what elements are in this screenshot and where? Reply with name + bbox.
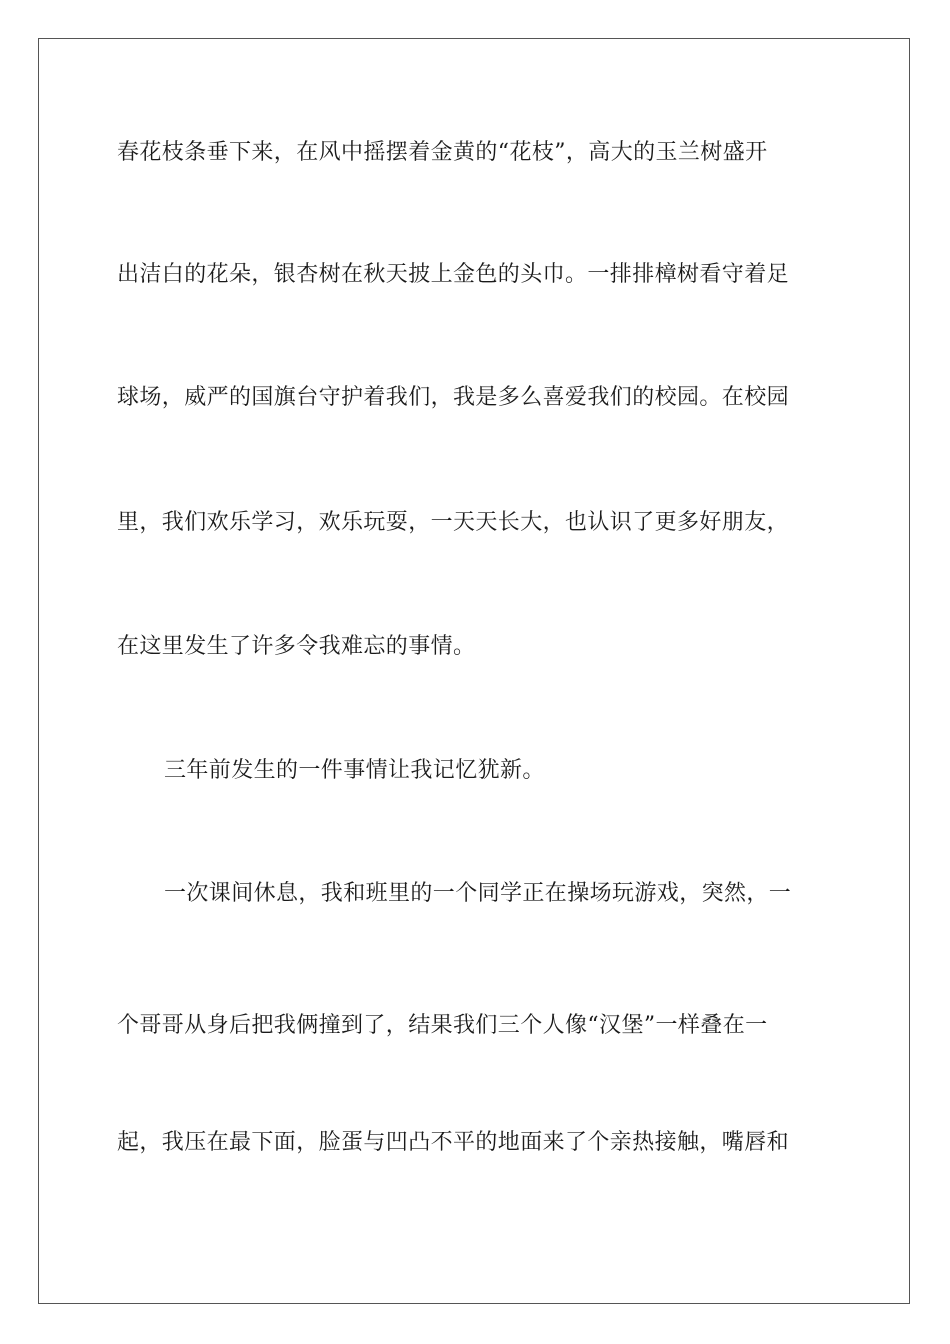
paragraph-line-3: 球场，威严的国旗台守护着我们，我是多么喜爱我们的校园。在校园 bbox=[117, 385, 790, 410]
paragraph-line-2: 出洁白的花朵，银杏树在秋天披上金色的头巾。一排排樟树看守着足 bbox=[117, 262, 790, 287]
paragraph-line-8: 个哥哥从身后把我俩撞到了，结果我们三个人像“汉堡”一样叠在一 bbox=[117, 1013, 768, 1038]
paragraph-line-4: 里，我们欢乐学习，欢乐玩耍，一天天长大，也认识了更多好朋友， bbox=[117, 510, 790, 535]
paragraph-line-9: 起，我压在最下面，脸蛋与凹凸不平的地面来了个亲热接触，嘴唇和 bbox=[117, 1130, 790, 1155]
paragraph-line-5: 在这里发生了许多令我难忘的事情。 bbox=[117, 634, 476, 659]
paragraph-line-6: 三年前发生的一件事情让我记忆犹新。 bbox=[164, 758, 545, 783]
page-border bbox=[38, 38, 910, 1304]
paragraph-line-1: 春花枝条垂下来，在风中摇摆着金黄的“花枝”，高大的玉兰树盛开 bbox=[117, 140, 768, 165]
paragraph-line-7: 一次课间休息，我和班里的一个同学正在操场玩游戏，突然，一 bbox=[164, 881, 792, 906]
